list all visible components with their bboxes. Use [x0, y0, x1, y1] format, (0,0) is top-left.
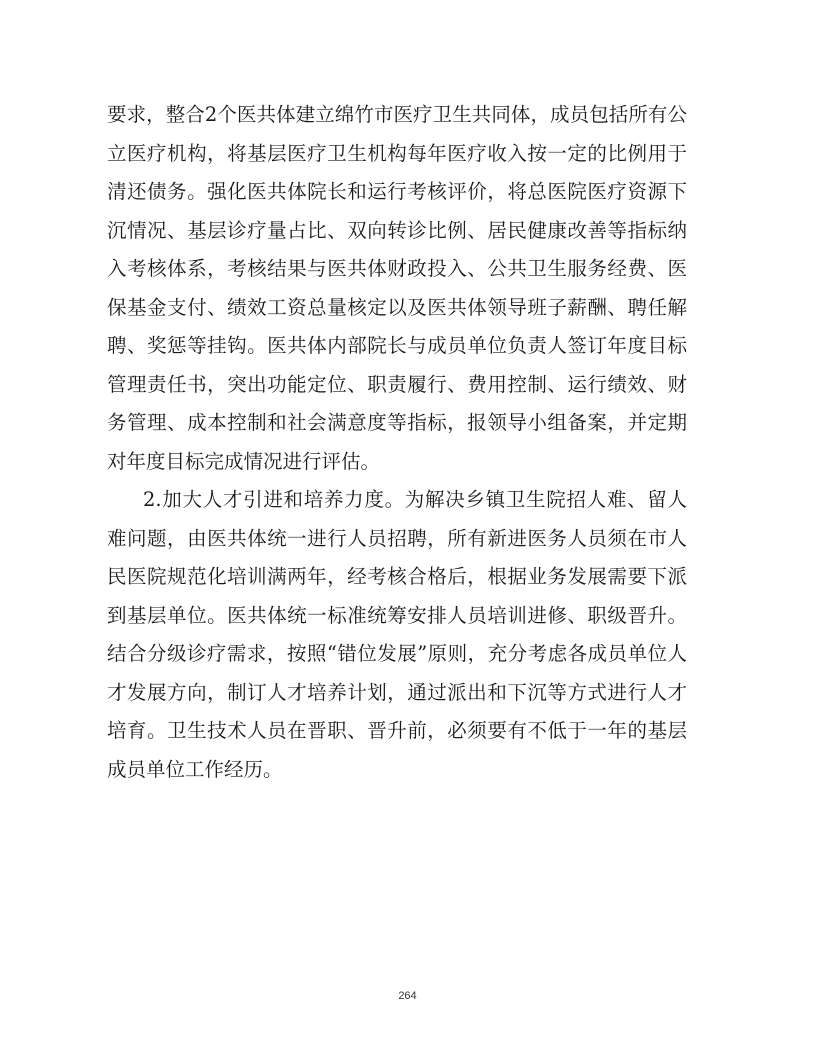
paragraph-2: 2.加大人才引进和培养力度。为解决乡镇卫生院招人难、留人难问题，由医共体统一进行人员招聘，所有新进医务人员须在市人民医院规范化培训满两年，经考核合格后，根据业务发展需要下派到基层单位。医共体统一标准统筹安排人员培训进修、职级晋升。结合分级诊疗需求，按照“错位发展”原则，充分考虑各成员单位人才发展方向，制订人才培养计划，通过派出和下沉等方式进行人才培育。卫生技术人员在晋职、晋升前，必须要有不低于一年的基层成员单位工作经历。: [107, 488, 687, 781]
paragraph-1: 要求，整合2个医共体建立绵竹市医疗卫生共同体，成员包括所有公立医疗机构，将基层医疗卫生机构每年医疗收入按一定的比例用于清还债务。强化医共体院长和运行考核评价，将总医院医疗资源下沉情况、基层诊疗量占比、双向转诊比例、居民健康改善等指标纳入考核体系，考核结果与医共体财政投入、公共卫生服务经费、医保基金支付、绩效工资总量核定以及医共体领导班子薪酬、聘任解聘、奖惩等挂钩。医共体内部院长与成员单位负责人签订年度目标管理责任书，突出功能定位、职责履行、费用控制、运行绩效、财务管理、成本控制和社会满意度等指标，报领导小组备案，并定期对年度目标完成情况进行评估。: [107, 103, 687, 473]
body-text: [107, 96, 687, 789]
page-number: 264: [398, 990, 417, 1002]
